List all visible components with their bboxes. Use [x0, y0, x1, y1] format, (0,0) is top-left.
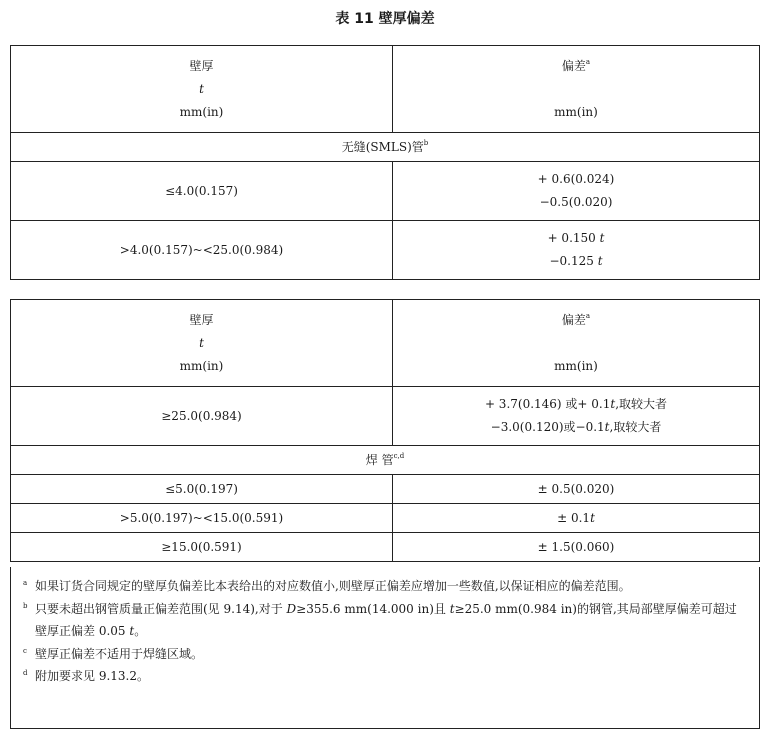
header-thickness-label: 壁厚 — [189, 312, 214, 327]
table-row — [11, 221, 760, 280]
header-thickness-label: 壁厚 — [189, 58, 214, 73]
header-thickness-unit: mm(in) — [179, 358, 224, 373]
tolerance-cell: + 0.150 t −0.125 t — [393, 221, 760, 280]
header-tolerance-cell — [393, 300, 760, 387]
table-title: 表 11 壁厚偏差 — [335, 11, 435, 27]
section-label-welded: 焊 管$^{c,d}$ — [11, 446, 760, 475]
table-row — [11, 387, 760, 446]
thickness-cell: >4.0(0.157)~<25.0(0.984) — [11, 221, 393, 280]
header-thickness-symbol: t — [199, 335, 204, 350]
thickness-cell: ≥15.0(0.591) — [11, 533, 393, 562]
tolerance-cell: + 0.6(0.024) −0.5(0.020) — [393, 162, 760, 221]
thickness-cell: ≤4.0(0.157) — [11, 162, 393, 221]
thickness-cell: ≤5.0(0.197) — [11, 475, 393, 504]
header-tolerance-unit: mm(in) — [554, 104, 598, 119]
header-tolerance-cell — [393, 46, 760, 133]
header-tolerance-unit: mm(in) — [554, 358, 598, 373]
header-thickness-symbol: t — [199, 81, 204, 96]
header-row — [11, 46, 760, 133]
thickness-cell: ≥25.0(0.984) — [11, 387, 393, 446]
section-row-smls — [11, 133, 760, 162]
section-label-smls: 无缝(SMLS)管$^b$ — [11, 133, 760, 162]
section-row-welded — [11, 446, 760, 475]
wall-thickness-table-continued — [10, 299, 760, 562]
footnote-b: b 只要未超出钢管质量正偏差范围(见 9.14),对于 D≥355.6 mm(14.000 in)且 t≥25.0 mm(0.984 in)的钢管,其局部壁厚偏差可超过壁厚正偏差 0.05 t。 — [23, 601, 737, 638]
tolerance-cell: + 3.7(0.146) 或+ 0.1t,取较大者 −3.0(0.120)或−0.1t,取较大者 — [393, 387, 760, 446]
tolerance-cell: ± 0.5(0.020) — [393, 475, 760, 504]
table-row — [11, 162, 760, 221]
wall-thickness-table-smls — [10, 45, 760, 280]
tolerance-cell: ± 0.1t — [393, 504, 760, 533]
footnote-a: a 如果订货合同规定的壁厚负偏差比本表给出的对应数值小,则壁厚正偏差应增加一些数值,以保证相应的偏差范围。 — [23, 579, 631, 593]
header-thickness-cell — [11, 300, 393, 387]
table-row — [11, 533, 760, 562]
header-tolerance-label: 偏差$^a$ — [561, 311, 591, 327]
footnotes — [10, 567, 760, 729]
footnote-d: d 附加要求见 9.13.2。 — [23, 669, 149, 683]
table-row — [11, 475, 760, 504]
thickness-cell: >5.0(0.197)~<15.0(0.591) — [11, 504, 393, 533]
footnote-c: c 壁厚正偏差不适用于焊缝区域。 — [23, 646, 204, 661]
header-thickness-unit: mm(in) — [179, 104, 224, 119]
header-tolerance-label: 偏差$^a$ — [561, 57, 591, 73]
header-row — [11, 300, 760, 387]
tolerance-cell: ± 1.5(0.060) — [393, 533, 760, 562]
table-row — [11, 504, 760, 533]
header-thickness-cell — [11, 46, 393, 133]
